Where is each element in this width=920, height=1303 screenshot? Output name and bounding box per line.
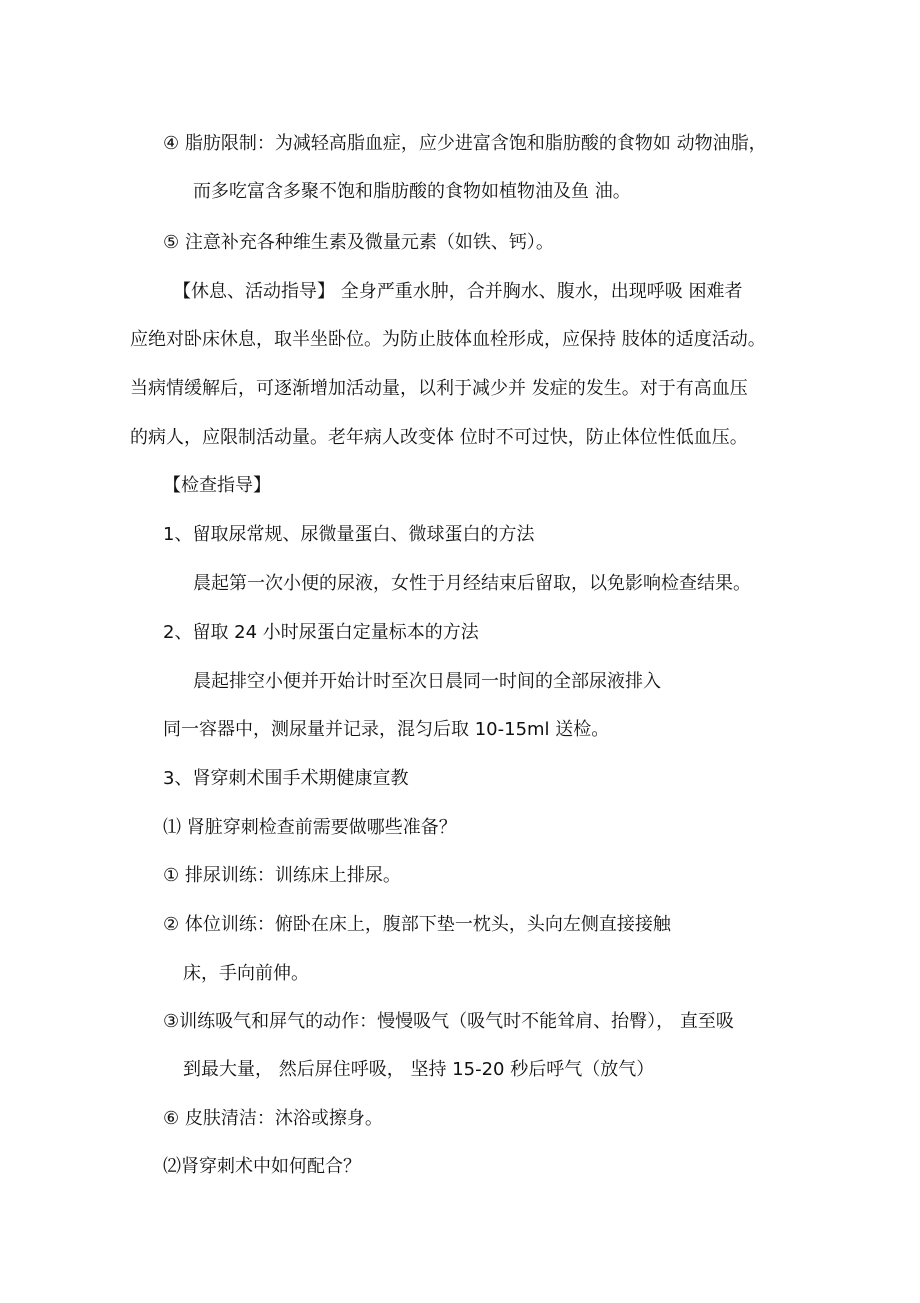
text-line-rest-guide-4: 的病人，应限制活动量。老年病人改变体 位时不可过快，防止体位性低血压。 <box>130 427 748 448</box>
text-line-rest-guide-2: 应绝对卧床休息，取半坐卧位。为防止肢体血栓形成，应保持 肢体的适度活动。 <box>130 329 766 350</box>
text-line-biopsy-cooperation: ⑵肾穿刺术中如何配合？ <box>163 1156 361 1177</box>
item-heading-24h-urine: 2、留取 24 小时尿蛋白定量标本的方法 <box>163 622 479 643</box>
item-heading-biopsy: 3、肾穿刺术围手术期健康宣教 <box>163 768 409 789</box>
section-heading-exam-guide: 【检查指导】 <box>163 475 271 496</box>
item-heading-urine-routine: 1、留取尿常规、尿微量蛋白、微球蛋白的方法 <box>163 524 535 545</box>
text-line-fat-restriction: ④ 脂肪限制：为减轻高脂血症，应少进富含饱和脂肪酸的食物如 动物油脂， <box>163 133 767 154</box>
text-line-breath-training-cont: 到最大量， 然后屏住呼吸， 坚持 15-20 秒后呼气（放气） <box>183 1059 655 1080</box>
text-line-biopsy-prep-question: ⑴ 肾脏穿刺检查前需要做哪些准备？ <box>163 817 457 838</box>
text-line-morning-urine: 晨起第一次小便的尿液，女性于月经结束后留取，以免影响检查结果。 <box>193 573 751 594</box>
text-line-fat-restriction-cont: 而多吃富含多聚不饱和脂肪酸的食物如植物油及鱼 油。 <box>193 181 631 202</box>
text-line-skin-cleaning: ⑥ 皮肤清洁：沐浴或擦身。 <box>163 1108 383 1129</box>
text-line-urination-training: ① 排尿训练：训练床上排尿。 <box>163 865 401 886</box>
text-line-24h-collect-2: 同一容器中，测尿量并记录，混匀后取 10-15ml 送检。 <box>163 719 610 740</box>
text-line-rest-guide-3: 当病情缓解后，可逐渐增加活动量，以利于减少并 发症的发生。对于有高血压 <box>130 378 748 399</box>
text-line-24h-collect: 晨起排空小便并开始计时至次日晨同一时间的全部尿液排入 <box>193 671 661 692</box>
text-line-position-training-cont: 床，手向前伸。 <box>183 963 309 984</box>
text-line-position-training: ② 体位训练：俯卧在床上，腹部下垫一枕头，头向左侧直接接触 <box>163 914 671 935</box>
text-line-rest-guide: 【休息、活动指导】 全身严重水肿，合并胸水、腹水，出现呼吸 困难者 <box>173 281 743 302</box>
text-line-vitamins: ⑤ 注意补充各种维生素及微量元素（如铁、钙）。 <box>163 232 554 253</box>
text-line-breath-training: ③训练吸气和屏气的动作：慢慢吸气（吸气时不能耸肩、抬臀）， 直至吸 <box>163 1011 734 1032</box>
